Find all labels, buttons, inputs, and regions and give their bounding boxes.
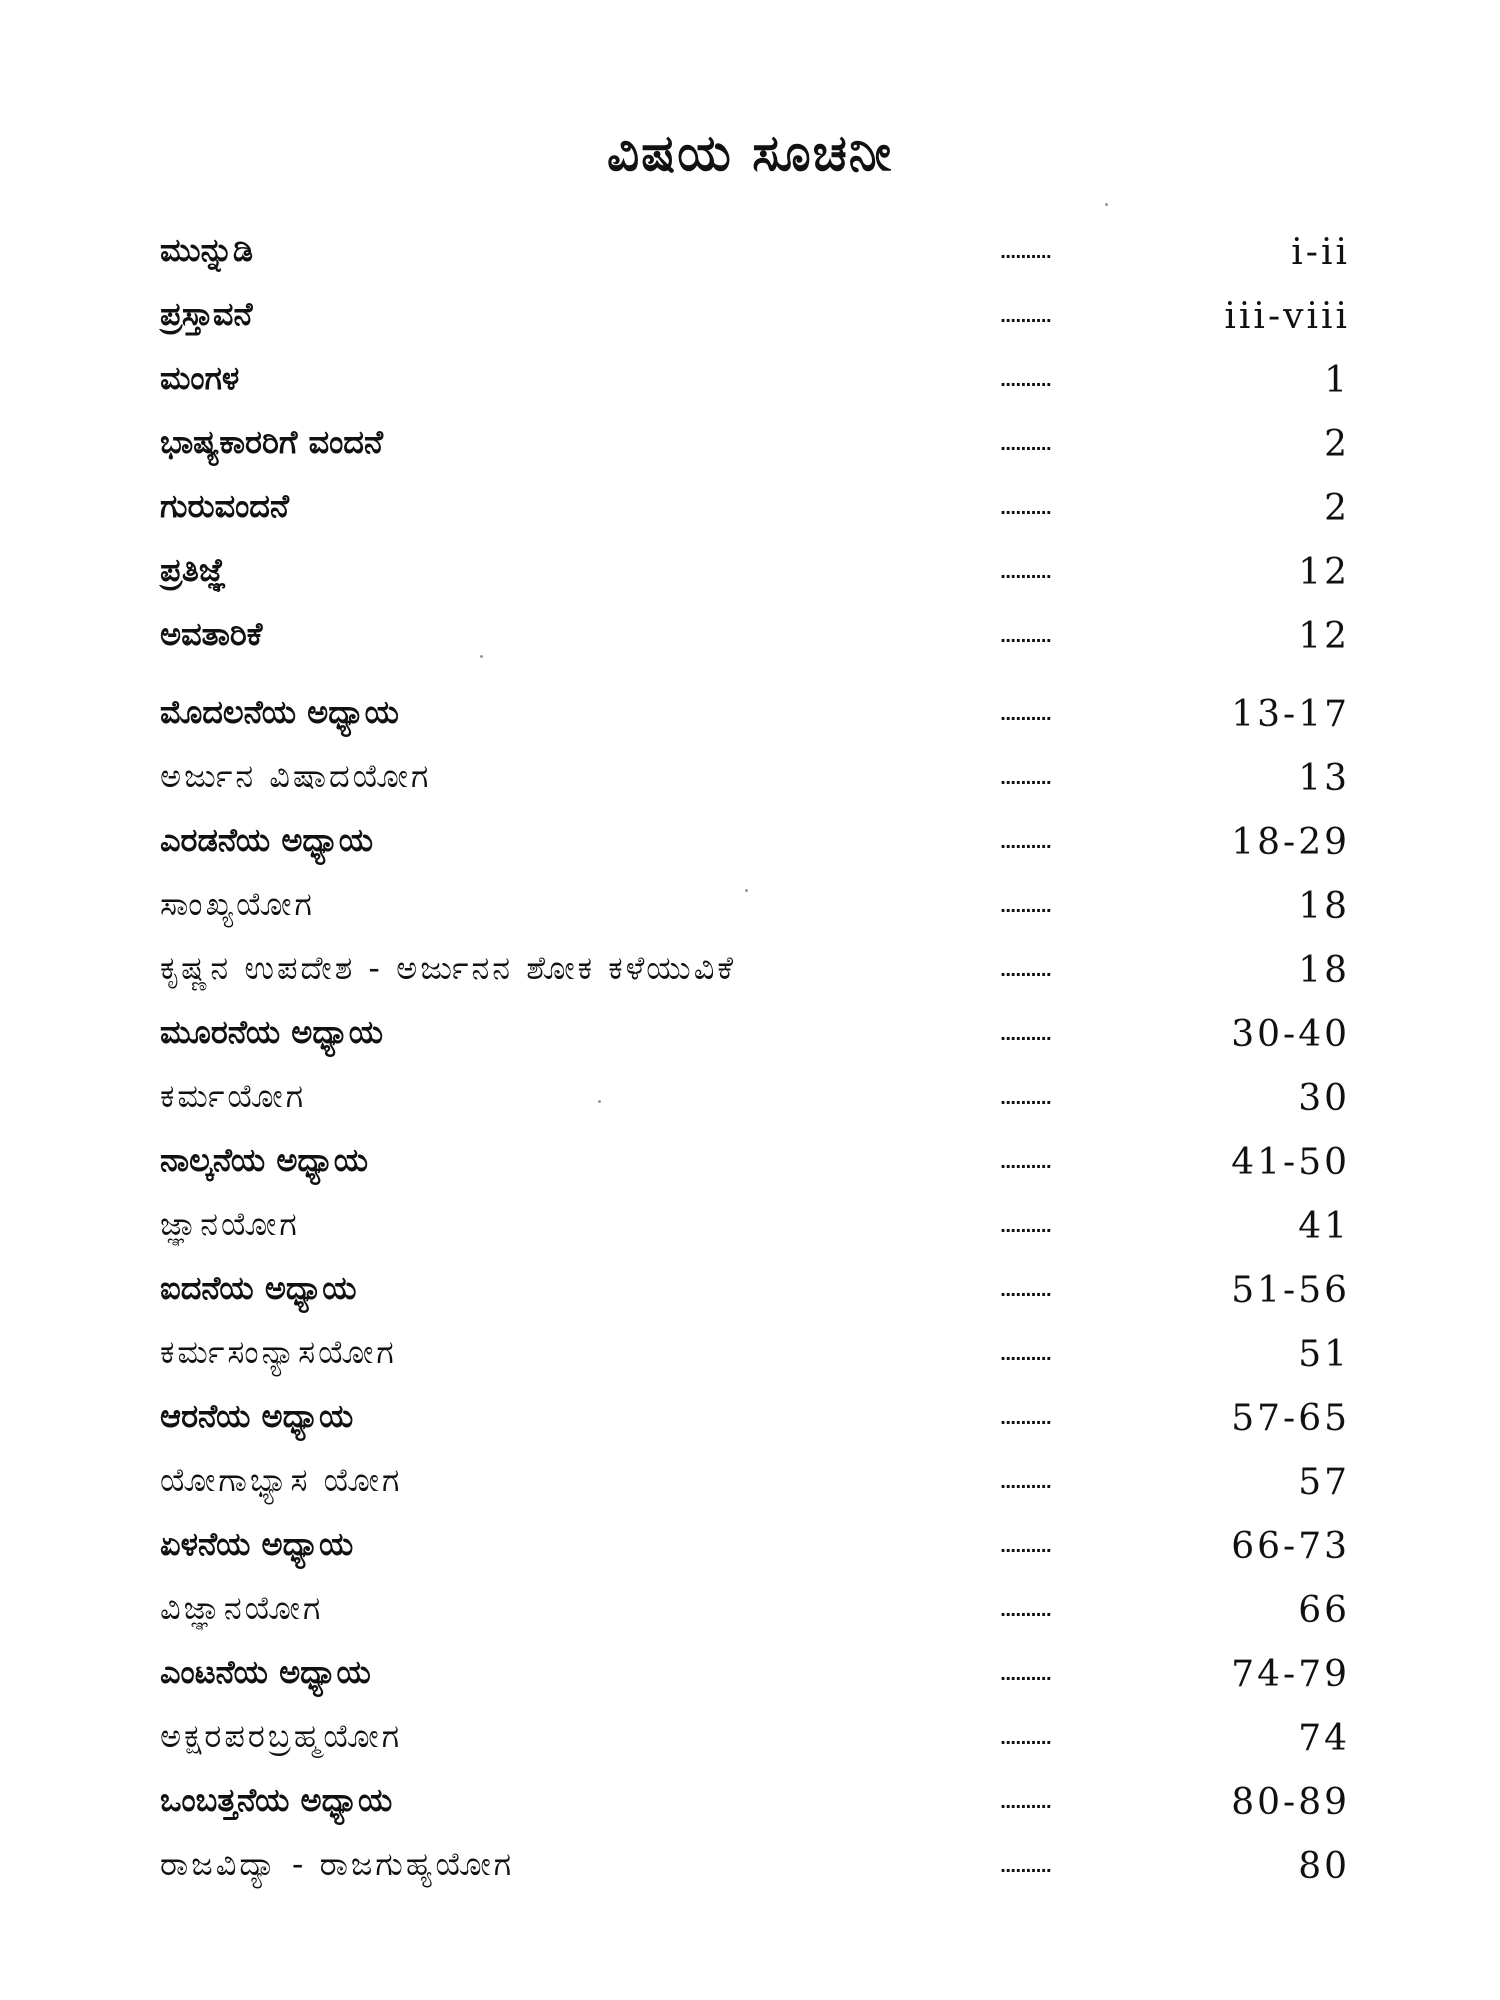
- dot-leader: ..........: [1000, 1025, 1051, 1044]
- dot-leader: ..........: [1000, 1537, 1051, 1556]
- toc-entry: [0, 812, 1500, 868]
- toc-entry-label: ಕೃಷ್ಣನ ಉಪದೇಶ - ಅರ್ಜುನನ ಶೋಕ ಕಳೆಯುವಿಕೆ: [160, 949, 737, 987]
- toc-entry-label: ಕರ್ಮಸಂನ್ಯಾಸಯೋಗ: [160, 1333, 397, 1371]
- toc-entry: [0, 286, 1500, 342]
- toc-entry-page-number: 80-89: [1231, 1782, 1350, 1823]
- toc-entry-label: ರಾಜವಿದ್ಯಾ - ರಾಜಗುಹ್ಯಯೋಗ: [160, 1845, 515, 1883]
- toc-entry-label: ಅರ್ಜುನ ವಿಷಾದಯೋಗ: [160, 757, 432, 795]
- toc-entry-page-number: 66-73: [1231, 1526, 1350, 1567]
- toc-entry-page-number: 2: [1324, 424, 1350, 465]
- toc-entry: [0, 1004, 1500, 1060]
- toc-entry: [0, 478, 1500, 534]
- toc-entry-page-number: 13-17: [1231, 694, 1350, 735]
- dot-leader: ..........: [1000, 1601, 1051, 1620]
- toc-entry-page-number: 30: [1298, 1078, 1350, 1119]
- toc-entry-label: ಯೋಗಾಭ್ಯಾಸ ಯೋಗ: [160, 1461, 403, 1499]
- toc-entry-page-number: iii-viii: [1224, 296, 1350, 337]
- toc-entry-label: ಕರ್ಮಯೋಗ: [160, 1077, 307, 1115]
- dot-leader: ..........: [1000, 1729, 1051, 1748]
- toc-entry-label: ಒಂಬತ್ತನೆಯ ಅಧ್ಯಾಯ: [160, 1781, 393, 1819]
- toc-entry-label: ಮೊದಲನೆಯ ಅಧ್ಯಾಯ: [160, 693, 399, 731]
- toc-entry-page-number: 51: [1298, 1334, 1350, 1375]
- dot-leader: ..........: [1000, 243, 1051, 262]
- toc-entry-page-number: 57: [1298, 1462, 1350, 1503]
- dot-leader: ..........: [1000, 1665, 1051, 1684]
- dot-leader: ..........: [1000, 1473, 1051, 1492]
- toc-entry-label: ಅವತಾರಿಕೆ: [160, 615, 263, 653]
- dot-leader: ..........: [1000, 1153, 1051, 1172]
- toc-entry: [0, 1132, 1500, 1188]
- toc-entry-page-number: 74: [1298, 1718, 1350, 1759]
- dot-leader: ..........: [1000, 1409, 1051, 1428]
- toc-entry-label: ಆರನೆಯ ಅಧ್ಯಾಯ: [160, 1397, 354, 1435]
- toc-entry: [0, 222, 1500, 278]
- toc-entry-page-number: 74-79: [1231, 1654, 1350, 1695]
- toc-entry-label: ಜ್ಞಾನಯೋಗ: [160, 1205, 300, 1243]
- toc-entry: [0, 748, 1500, 804]
- dot-leader: ..........: [1000, 435, 1051, 454]
- toc-entry-page-number: 51-56: [1231, 1270, 1350, 1311]
- toc-entry-label: ಸಾಂಖ್ಯಯೋಗ: [160, 885, 315, 923]
- toc-entry: [0, 684, 1500, 740]
- dot-leader: ..........: [1000, 1345, 1051, 1364]
- toc-entry: [0, 1452, 1500, 1508]
- toc-entry: [0, 940, 1500, 996]
- toc-entry-page-number: 80: [1298, 1846, 1350, 1887]
- toc-entry-page-number: 12: [1298, 552, 1350, 593]
- toc-entry-page-number: 41-50: [1231, 1142, 1350, 1183]
- toc-entry-label: ಪ್ರಸ್ತಾವನೆ: [160, 295, 253, 333]
- dot-leader: ..........: [1000, 499, 1051, 518]
- toc-entry: [0, 606, 1500, 662]
- toc-entry: [0, 876, 1500, 932]
- print-speck: [1105, 203, 1108, 206]
- toc-entry: [0, 1324, 1500, 1380]
- toc-entry: [0, 1068, 1500, 1124]
- dot-leader: ..........: [1000, 705, 1051, 724]
- dot-leader: ..........: [1000, 1281, 1051, 1300]
- toc-entry: [0, 1388, 1500, 1444]
- toc-entry-page-number: 2: [1324, 488, 1350, 529]
- dot-leader: ..........: [1000, 371, 1051, 390]
- toc-entry: [0, 414, 1500, 470]
- page-title: ವಿಷಯ ಸೂಚನೀ: [606, 124, 893, 182]
- toc-entry: [0, 1644, 1500, 1700]
- toc-entry: [0, 1708, 1500, 1764]
- toc-entry: [0, 1580, 1500, 1636]
- toc-entry-label: ನಾಲ್ಕನೆಯ ಅಧ್ಯಾಯ: [160, 1141, 369, 1179]
- toc-entry-label: ಮೂರನೆಯ ಅಧ್ಯಾಯ: [160, 1013, 383, 1051]
- dot-leader: ..........: [1000, 307, 1051, 326]
- print-speck: [598, 1100, 601, 1103]
- toc-entry: [0, 1260, 1500, 1316]
- toc-entry: [0, 1516, 1500, 1572]
- toc-entry-page-number: 13: [1298, 758, 1350, 799]
- toc-entry-label: ಅಕ್ಷರಪರಬ್ರಹ್ಮಯೋಗ: [160, 1717, 403, 1755]
- toc-entry-label: ಗುರುವಂದನೆ: [160, 487, 290, 525]
- toc-entry-label: ಭಾಷ್ಯಕಾರರಿಗೆ ವಂದನೆ: [160, 423, 384, 461]
- toc-entry-page-number: 1: [1324, 360, 1350, 401]
- toc-entry-page-number: 66: [1298, 1590, 1350, 1631]
- toc-entry-page-number: 57-65: [1231, 1398, 1350, 1439]
- dot-leader: ..........: [1000, 961, 1051, 980]
- toc-entry-page-number: 12: [1298, 616, 1350, 657]
- toc-entry-page-number: 18: [1298, 950, 1350, 991]
- dot-leader: ..........: [1000, 897, 1051, 916]
- toc-entry-label: ಎರಡನೆಯ ಅಧ್ಯಾಯ: [160, 821, 374, 859]
- toc-entry: [0, 1772, 1500, 1828]
- dot-leader: ..........: [1000, 769, 1051, 788]
- toc-entry-page-number: 41: [1298, 1206, 1350, 1247]
- toc-entry-label: ಮುನ್ನುಡಿ: [160, 231, 254, 269]
- toc-entry: [0, 542, 1500, 598]
- print-speck: [480, 655, 483, 658]
- toc-entry: [0, 1196, 1500, 1252]
- toc-entry-page-number: 18-29: [1231, 822, 1350, 863]
- dot-leader: ..........: [1000, 833, 1051, 852]
- dot-leader: ..........: [1000, 1217, 1051, 1236]
- toc-entry-label: ಏಳನೆಯ ಅಧ್ಯಾಯ: [160, 1525, 354, 1563]
- dot-leader: ..........: [1000, 563, 1051, 582]
- toc-entry-label: ಪ್ರತಿಜ್ಞೆ: [160, 551, 227, 589]
- toc-entry-page-number: i-ii: [1291, 232, 1350, 273]
- dot-leader: ..........: [1000, 1857, 1051, 1876]
- toc-entry-label: ವಿಜ್ಞಾನಯೋಗ: [160, 1589, 324, 1627]
- print-speck: [745, 889, 748, 892]
- toc-entry-label: ಮಂಗಳ: [160, 359, 240, 397]
- toc-entry-page-number: 18: [1298, 886, 1350, 927]
- toc-entry: [0, 350, 1500, 406]
- toc-entry-page-number: 30-40: [1231, 1014, 1350, 1055]
- dot-leader: ..........: [1000, 627, 1051, 646]
- dot-leader: ..........: [1000, 1793, 1051, 1812]
- toc-entry-label: ಐದನೆಯ ಅಧ್ಯಾಯ: [160, 1269, 357, 1307]
- dot-leader: ..........: [1000, 1089, 1051, 1108]
- toc-entry-label: ಎಂಟನೆಯ ಅಧ್ಯಾಯ: [160, 1653, 371, 1691]
- toc-entry: [0, 1836, 1500, 1892]
